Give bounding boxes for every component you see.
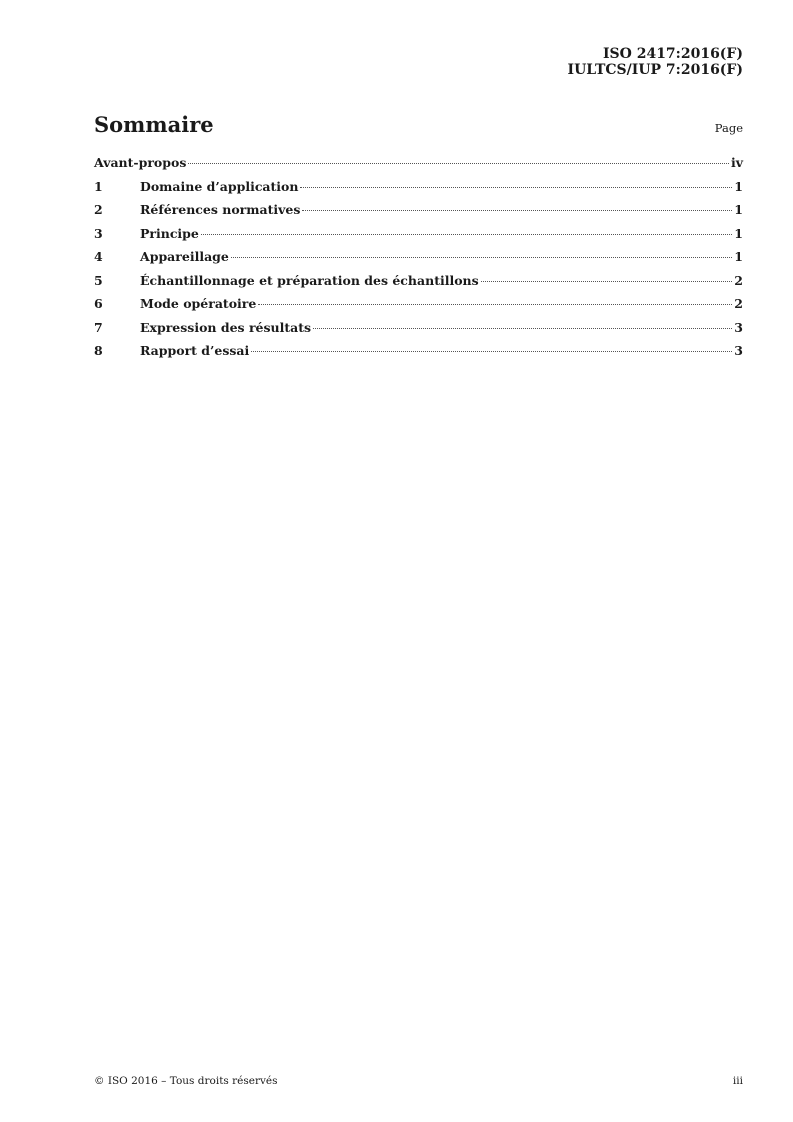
- toc-entry-number: 5: [94, 272, 103, 288]
- toc-entry-number: 2: [94, 202, 103, 217]
- toc-entry-page: 2: [734, 296, 743, 311]
- toc-entry-number: 7: [94, 319, 103, 335]
- toc-entry-text: Principe: [140, 225, 199, 241]
- toc-entry-text: Avant-propos: [94, 155, 187, 170]
- toc-entry-5[interactable]: [94, 273, 743, 297]
- toc-entry-page: iv: [730, 155, 743, 170]
- document-reference-iso: ISO 2417:2016(F): [602, 46, 743, 62]
- toc-title: Sommaire: [94, 112, 214, 137]
- toc-dot-leader: [251, 351, 732, 352]
- toc-entry-number: 6: [94, 296, 103, 311]
- toc-entry-4[interactable]: [94, 249, 743, 273]
- document-reference-iultcs: IULTCS/IUP 7:2016(F): [567, 62, 743, 78]
- toc-entry-page: 2: [734, 272, 743, 288]
- toc-entry-7[interactable]: [94, 320, 743, 344]
- toc-dot-leader: [231, 257, 732, 258]
- toc-entry-text: Rapport d’essai: [140, 343, 250, 358]
- page-number: iii: [732, 1075, 743, 1087]
- toc-entry-text: Mode opératoire: [140, 296, 257, 311]
- toc-dot-leader: [258, 304, 732, 305]
- toc-entry-number: 8: [94, 343, 103, 358]
- table-of-contents: [94, 155, 743, 367]
- toc-entry-text: Échantillonnage et préparation des échantillons: [140, 272, 479, 288]
- toc-entry-text: Appareillage: [140, 249, 229, 264]
- toc-page-column-label: Page: [714, 121, 743, 135]
- toc-heading-row: [94, 112, 743, 137]
- toc-entry-text: Références normatives: [140, 202, 301, 217]
- page-footer: [94, 1075, 743, 1087]
- toc-dot-leader: [313, 328, 732, 329]
- copyright-notice: © ISO 2016 – Tous droits réservés: [94, 1075, 278, 1087]
- toc-entry-3[interactable]: [94, 226, 743, 250]
- toc-entry-1[interactable]: [94, 179, 743, 203]
- toc-entry-avant-propos[interactable]: [94, 155, 743, 179]
- toc-entry-number: 4: [94, 249, 103, 264]
- toc-entry-page: 1: [734, 202, 743, 217]
- toc-dot-leader: [201, 234, 732, 235]
- toc-dot-leader: [302, 210, 732, 211]
- toc-entry-number: 3: [94, 225, 103, 241]
- toc-entry-text: Expression des résultats: [140, 319, 312, 335]
- toc-dot-leader: [481, 281, 733, 282]
- toc-dot-leader: [188, 163, 729, 164]
- toc-entry-6[interactable]: [94, 296, 743, 320]
- toc-entry-page: 1: [734, 249, 743, 264]
- toc-entry-page: 3: [734, 319, 743, 335]
- toc-entry-page: 1: [734, 178, 743, 194]
- toc-entry-page: 3: [734, 343, 743, 358]
- toc-dot-leader: [300, 187, 732, 188]
- toc-entry-2[interactable]: [94, 202, 743, 226]
- document-reference: [568, 46, 743, 78]
- toc-entry-8[interactable]: [94, 343, 743, 367]
- toc-entry-page: 1: [734, 225, 743, 241]
- toc-entry-text: Domaine d’application: [140, 178, 299, 194]
- toc-entry-number: 1: [94, 178, 103, 194]
